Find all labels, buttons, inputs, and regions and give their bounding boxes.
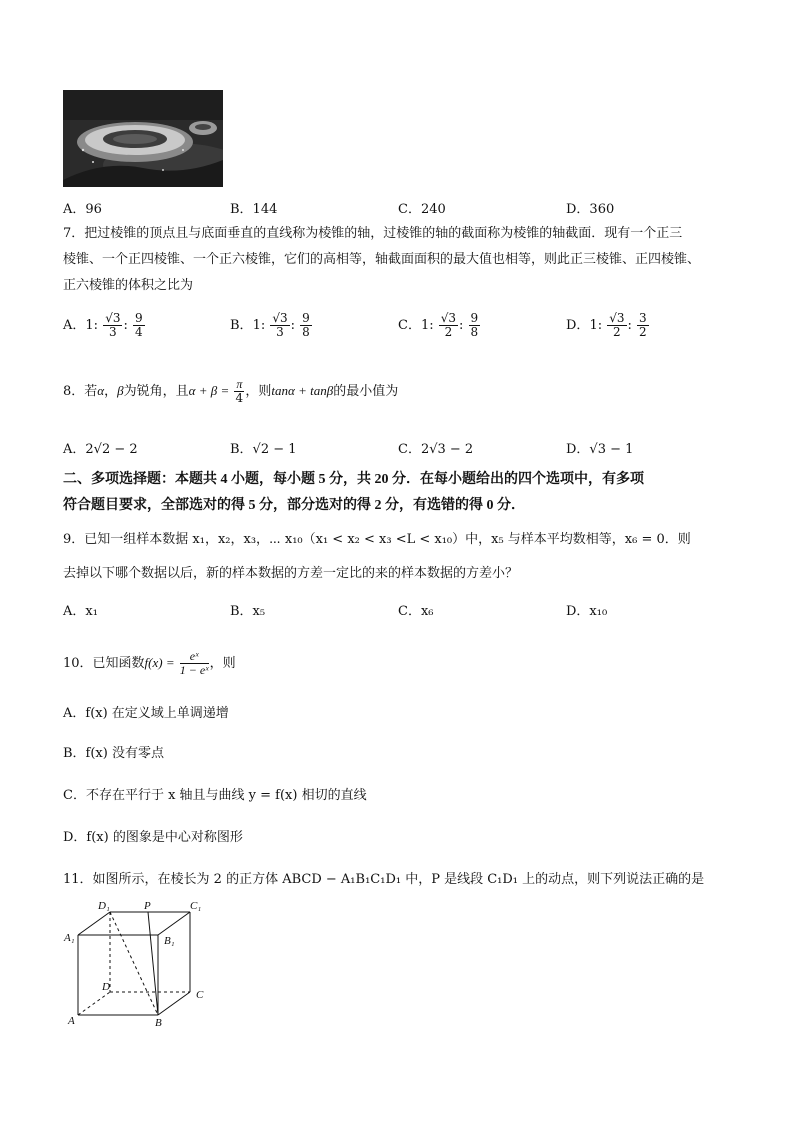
q9-line-2: 去掉以下哪个数据以后，新的样本数据的方差一定比的来的样本数据的方差小？	[63, 566, 519, 581]
q9-option-b: B．x₅	[230, 604, 266, 619]
q6-option-c: C．240	[398, 202, 446, 217]
q10-stem: 10．已知函数f(x) = $\frac{\text{eˣ}}{\text{1 − eˣ}}$ ，则	[63, 649, 236, 677]
label-d: D	[102, 981, 110, 993]
q6-option-a: A．96	[63, 202, 102, 217]
q9-line-1: 9．已知一组样本数据 x₁，x₂，x₃，⋯ x₁₀（x₁ < x₂ < x₃ <L < x₁₀）中，x₅ 与样本平均数相等，x₆ = 0．则	[63, 532, 691, 547]
label-d1: D₁	[98, 900, 110, 912]
section2-line-1: 二、多项选择题：本题共 4 小题，每小题 5 分，共 20 分．在每小题给出的四个选项中，有多项	[63, 472, 644, 487]
q7-line-3: 正六棱锥的体积之比为	[63, 278, 194, 293]
q8-option-a: A．2√2 − 2	[63, 442, 138, 457]
label-c: C	[196, 989, 204, 1001]
q7-option-c: C．1: $\frac{√3}{2}$ : $\frac{9}{8}$	[398, 311, 479, 339]
stadium-photo	[63, 90, 223, 187]
q7-option-d: D．1: $\frac{√3}{2}$ : $\frac{3}{2}$	[566, 311, 647, 339]
q8-option-b: B．√2 − 1	[230, 442, 297, 457]
q7-line-1: 7．把过棱锥的顶点且与底面垂直的直线称为棱锥的轴，过棱锥的轴的截面称为棱锥的轴截面．现有一个正三	[63, 226, 683, 241]
label-a: A	[68, 1015, 75, 1027]
q8-stem: 8．若α，β为锐角，且α + β = $\frac{\pi}{4}$ ，则tanα + tanβ的最小值为	[63, 377, 399, 405]
q10-option-d: D．f(x) 的图象是中心对称图形	[63, 830, 243, 845]
label-b: B	[155, 1017, 162, 1028]
label-c1: C₁	[190, 900, 202, 912]
q8-option-c: C．2√3 − 2	[398, 442, 474, 457]
q7-option-b: B．1: $\frac{√3}{3}$ : $\frac{9}{8}$	[230, 311, 310, 339]
q11-line-1: 11．如图所示，在棱长为 2 的正方体 ABCD − A₁B₁C₁D₁ 中，P 是线段 C₁D₁ 上的动点，则下列说法正确的是	[63, 872, 705, 887]
section2-line-2: 符合题目要求，全部选对的得 5 分，部分选对的得 2 分，有选错的得 0 分．	[63, 498, 525, 513]
q6-option-b: B．144	[230, 202, 278, 217]
cube-figure	[60, 898, 220, 1028]
q10-option-a: A．f(x) 在定义域上单调递增	[63, 706, 229, 721]
q6-option-d: D．360	[566, 202, 615, 217]
q9-option-a: A．x₁	[63, 604, 98, 619]
label-b1: B₁	[164, 935, 175, 947]
q9-option-d: D．x₁₀	[566, 604, 608, 619]
q9-option-c: C．x₆	[398, 604, 434, 619]
q7-line-2: 棱锥、一个正四棱锥、一个正六棱锥，它们的高相等，轴截面面积的最大值也相等，则此正三棱锥、正四棱锥、	[63, 252, 701, 267]
q7-option-a: A．1: $\frac{√3}{3}$ : $\frac{9}{4}$	[63, 311, 143, 339]
label-p: P	[144, 900, 151, 912]
stadium-illustration	[63, 90, 223, 187]
q10-option-c: C．不存在平行于 x 轴且与曲线 y = f(x) 相切的直线	[63, 788, 367, 803]
q8-option-d: D．√3 − 1	[566, 442, 634, 457]
q10-option-b: B．f(x) 没有零点	[63, 746, 164, 761]
label-a1: A₁	[64, 932, 75, 944]
